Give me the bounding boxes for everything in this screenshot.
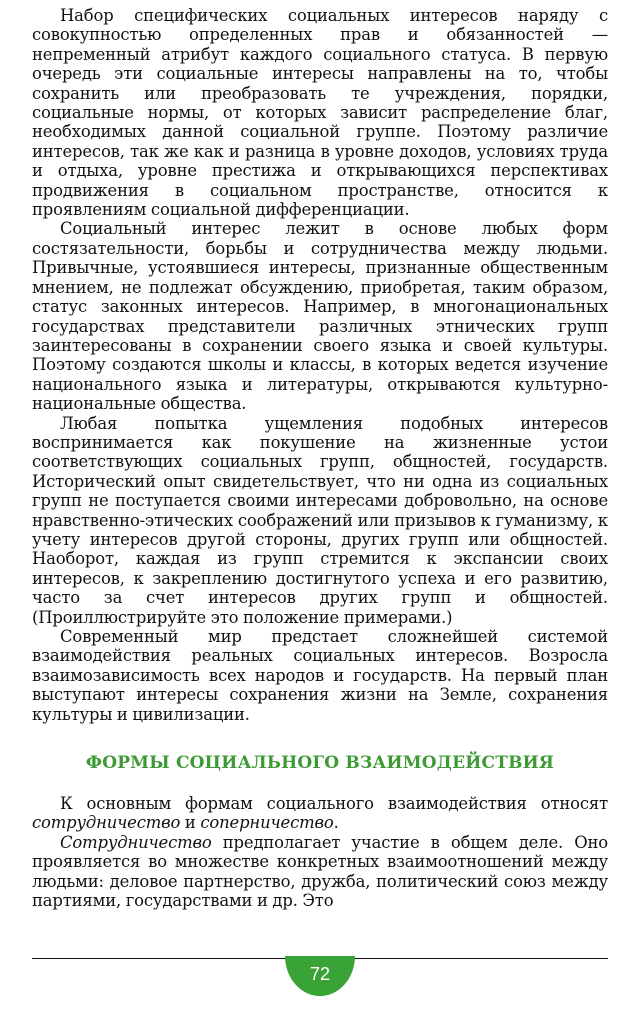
paragraph-modern-world: Современный мир предстает сложнейшей системой взаимодействия реальных социальных интересов. Возросла взаимозависимость всех народов и государств. На первый план выступают интересы сохранения жизни на Земле, сохранения культуры и цивилизации. xyxy=(32,627,608,724)
page-number-badge xyxy=(285,956,355,996)
section-heading: ФОРМЫ СОЦИАЛЬНОГО ВЗАИМОДЕЙСТВИЯ xyxy=(85,753,555,774)
text-mid: и xyxy=(180,813,201,833)
paragraph-cooperation xyxy=(32,833,608,911)
term-rivalry: соперничество xyxy=(200,813,334,833)
term-cooperation-lead: Сотрудничество xyxy=(60,832,212,852)
paragraph-basic-forms xyxy=(32,794,608,833)
paragraph-infringement: Любая попытка ущемления подобных интересов воспринимается как покушение на жизненные устои соответствующих социальных групп, общностей, государств. Исторический опыт свидетельствует, что ни одна из социальных групп не поступается своими интересами добровольно, на основе нравственно-этических соображений или призывов к гуманизму, к учету интересов другой стороны, других групп или общностей. Наоборот, каждая из групп стремится к экспансии своих интересов, к закреплению достигнутого успеха и его развитию, часто за счет интересов других групп и общностей. (Проиллюстрируйте это положение примерами.) xyxy=(32,413,608,627)
paragraph-status-interests: Набор специфических социальных интересов наряду с совокупностью определенных прав и обязанностей — непременный атрибут каждого социального статуса. В первую очередь эти социальные интересы направлены на то, чтобы сохранить или преобразовать те учреждения, порядки, социальные нормы, от которых зависит распределение благ, необходимых данной социальной группе. Поэтому различие интересов, так же как и разница в уровне доходов, условиях труда и отдыха, уровне престижа и открывающихся перспективах продвижения в социальном пространстве, относится к проявлениям социальной дифференциации. xyxy=(32,6,608,220)
text-after: . xyxy=(333,813,339,833)
term-cooperation: сотрудничество xyxy=(32,813,181,833)
text-before: К основным формам социального взаимодействия относят xyxy=(60,794,608,814)
page-content xyxy=(32,6,608,910)
page-number: 72 xyxy=(309,963,331,984)
cooperation-text: предполагает участие в общем деле. Оно проявляется во множестве конкретных взаимоотношений между людьми: деловое партнерство, дружба, политический союз между партиями, государствами и др. Это xyxy=(32,832,608,911)
paragraph-social-interest: Социальный интерес лежит в основе любых форм состязательности, борьбы и сотрудничества между людьми. Привычные, устоявшиеся интересы, признанные общественным мнением, не подлежат обсуждению, приобретая, таким образом, статус законных интересов. Например, в многонациональных государствах представители различных этнических групп заинтересованы в сохранении своего языка и своей культуры. Поэтому создаются школы и классы, в которых ведется изучение национального языка и литературы, открываются культурно-национальные общества. xyxy=(32,219,608,414)
